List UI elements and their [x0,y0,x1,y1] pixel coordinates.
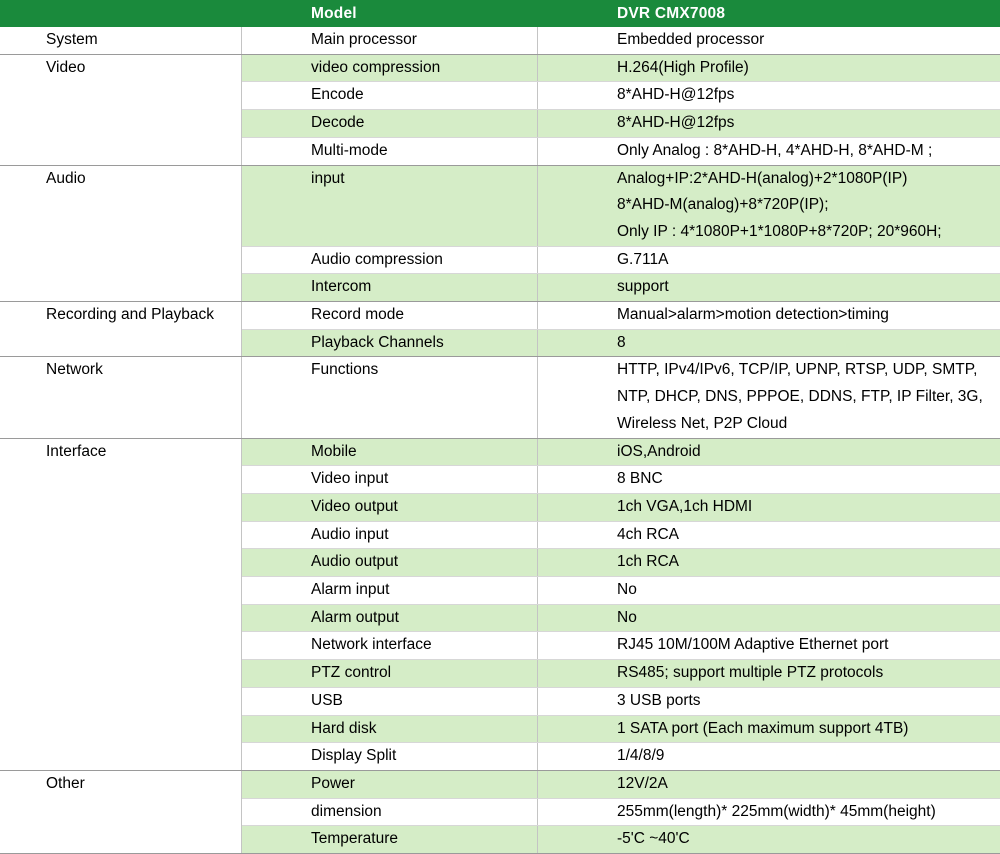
spec-name: Audio compression [242,247,538,274]
table-row [242,166,1000,247]
category-label: Audio [0,166,242,302]
table-row [242,357,1000,437]
table-row [242,632,1000,660]
spec-name: Video input [242,466,538,493]
spec-name: Display Split [242,743,538,770]
table-row [242,549,1000,577]
spec-value-line: 8 [617,333,626,351]
spec-name: Audio output [242,549,538,576]
spec-value [538,688,1000,715]
table-row [242,55,1000,83]
spec-value [538,55,1000,82]
spec-value-line: No [617,581,637,599]
group-rows [242,166,1000,302]
spec-value [538,549,1000,576]
spec-name: Network interface [242,632,538,659]
spec-name: Audio input [242,522,538,549]
spec-name: Power [242,771,538,798]
table-row [242,138,1000,165]
spec-name: Video output [242,494,538,521]
table-row [242,522,1000,550]
spec-name: input [242,166,538,246]
spec-value-line: 3 USB ports [617,691,701,709]
table-row [242,274,1000,301]
table-row [242,27,1000,54]
spec-value [538,577,1000,604]
spec-value-line: RJ45 10M/100M Adaptive Ethernet port [617,636,889,654]
spec-group [0,166,1000,303]
table-row [242,826,1000,853]
spec-value [538,494,1000,521]
spec-value [538,522,1000,549]
spec-value-line: -5'C ~40'C [617,830,690,848]
spec-value-line: 255mm(length)* 225mm(width)* 45mm(height) [617,802,936,820]
spec-group [0,55,1000,166]
spec-value-line: 1ch RCA [617,553,680,571]
spec-group [0,357,1000,438]
spec-value-line: 8*AHD-H@12fps [617,114,735,132]
spec-name: Alarm output [242,605,538,632]
spec-value [538,799,1000,826]
category-label: Interface [0,439,242,770]
spec-name: Decode [242,110,538,137]
spec-name: Record mode [242,302,538,329]
table-row [242,660,1000,688]
spec-name: Multi-mode [242,138,538,165]
header-model-label: Model [311,5,357,22]
table-row [242,577,1000,605]
table-row [242,688,1000,716]
table-row [242,82,1000,110]
table-row [242,771,1000,799]
table-row [242,716,1000,744]
spec-value-line: support [617,278,669,296]
spec-value [538,716,1000,743]
spec-group [0,771,1000,854]
spec-name: Encode [242,82,538,109]
spec-value [538,605,1000,632]
table-row [242,110,1000,138]
spec-value-line: Manual>alarm>motion detection>timing [617,306,889,324]
spec-group [0,27,1000,55]
spec-value [538,274,1000,301]
spec-value-line: iOS,Android [617,442,701,460]
spec-value-line: 8*AHD-M(analog)+8*720P(IP); [617,196,829,214]
header-model-value: DVR CMX7008 [617,5,726,22]
spec-name: Playback Channels [242,330,538,357]
spec-value-line: NTP, DHCP, DNS, PPPOE, DDNS, FTP, IP Filter, 3G, [617,388,983,406]
group-rows [242,27,1000,54]
spec-value-line: RS485; support multiple PTZ protocols [617,664,884,682]
table-row [242,247,1000,275]
spec-value-line: H.264(High Profile) [617,58,749,76]
spec-value [538,743,1000,770]
spec-value-line: Only Analog : 8*AHD-H, 4*AHD-H, 8*AHD-M ; [617,141,933,159]
table-row [242,466,1000,494]
spec-value-line: Analog+IP:2*AHD-H(analog)+2*1080P(IP) [617,169,908,187]
group-rows [242,55,1000,165]
group-rows [242,439,1000,770]
spec-value-line: 8*AHD-H@12fps [617,86,735,104]
category-label: Other [0,771,242,853]
spec-name: Mobile [242,439,538,466]
spec-value [538,110,1000,137]
table-row [242,799,1000,827]
spec-value [538,302,1000,329]
spec-name: Hard disk [242,716,538,743]
table-row [242,605,1000,633]
spec-groups [0,27,1000,854]
spec-value [538,466,1000,493]
table-header [0,0,1000,27]
category-label: Video [0,55,242,165]
category-label: System [0,27,242,54]
spec-value [538,660,1000,687]
table-row [242,494,1000,522]
table-row [242,439,1000,467]
spec-value [538,357,1000,437]
spec-value-line: Embedded processor [617,31,765,48]
spec-name: Functions [242,357,538,437]
spec-name: Intercom [242,274,538,301]
spec-value [538,826,1000,853]
spec-name: PTZ control [242,660,538,687]
spec-group [0,302,1000,357]
spec-value [538,771,1000,798]
spec-value-line: HTTP, IPv4/IPv6, TCP/IP, UPNP, RTSP, UDP, SMTP, [617,361,978,379]
spec-name: Main processor [242,27,538,54]
spec-value [538,27,1000,54]
spec-value-line: 1ch VGA,1ch HDMI [617,497,753,515]
spec-value [538,82,1000,109]
table-row [242,302,1000,330]
table-row [242,743,1000,770]
spec-value-line: 1 SATA port (Each maximum support 4TB) [617,719,909,737]
spec-name: dimension [242,799,538,826]
spec-value-line: Only IP : 4*1080P+1*1080P+8*720P; 20*960H; [617,222,942,240]
table-row [242,330,1000,357]
spec-name: Alarm input [242,577,538,604]
spec-value-line: Wireless Net, P2P Cloud [617,414,788,432]
spec-value [538,330,1000,357]
group-rows [242,771,1000,853]
spec-value [538,439,1000,466]
spec-value-line: 4ch RCA [617,525,680,543]
spec-name: video compression [242,55,538,82]
spec-name: Temperature [242,826,538,853]
category-label: Network [0,357,242,437]
spec-value-line: No [617,608,637,626]
category-label: Recording and Playback [0,302,242,356]
spec-value-line: G.711A [617,250,669,268]
spec-value [538,138,1000,165]
group-rows [242,302,1000,356]
spec-group [0,439,1000,771]
spec-value-line: 8 BNC [617,470,663,488]
spec-value [538,166,1000,246]
spec-value-line: 1/4/8/9 [617,747,665,765]
group-rows [242,357,1000,437]
spec-value [538,247,1000,274]
spec-value [538,632,1000,659]
spec-name: USB [242,688,538,715]
spec-value-line: 12V/2A [617,774,668,792]
